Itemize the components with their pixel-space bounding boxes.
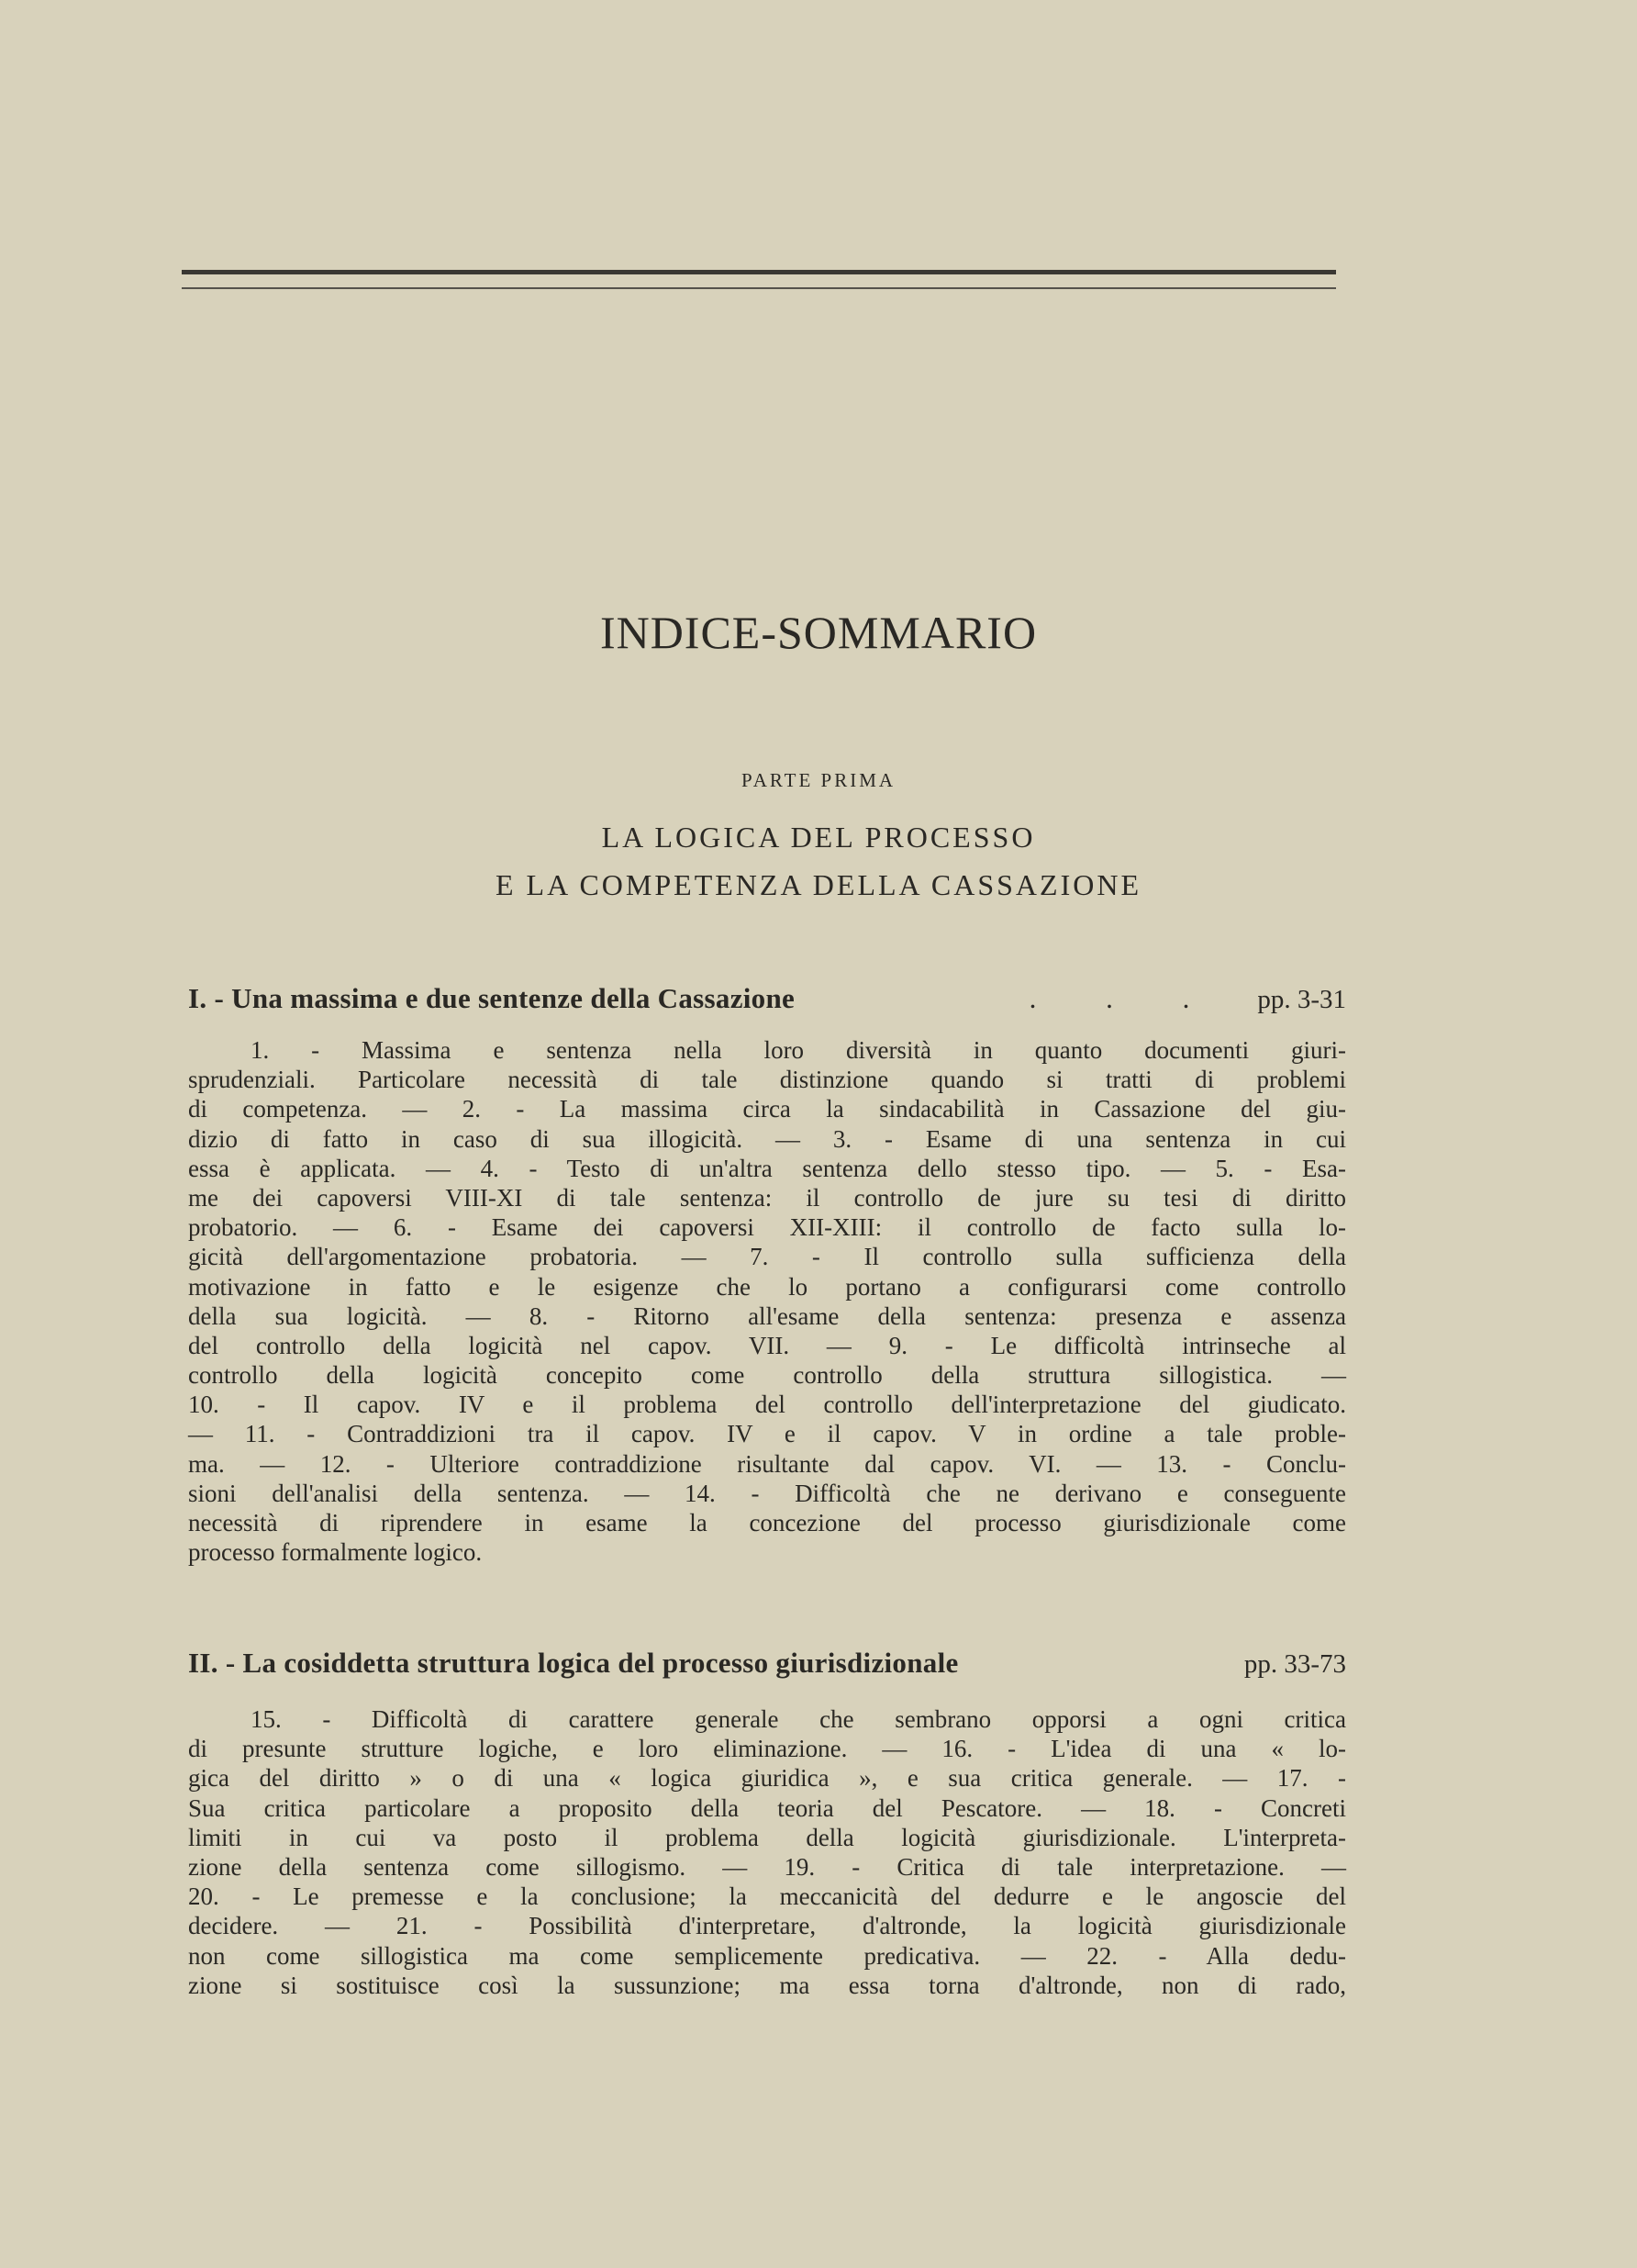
section-summary-1 — [188, 1035, 1346, 1567]
text-line: controllo della logicità concepito come controllo della struttura sillogistica. — — [188, 1361, 1346, 1390]
page-title: INDICE-SOMMARIO — [599, 607, 1038, 658]
text-line: motivazione in fatto e le esigenze che lo portano a configurarsi come controllo — [188, 1272, 1346, 1301]
section-summary-2 — [188, 1704, 1346, 2000]
part-heading-line-2: E LA COMPETENZA DELLA CASSAZIONE — [496, 868, 1141, 901]
text-line: gica del diritto » o di una « logica giuridica », e sua critica generale. — 17. - — [188, 1764, 1346, 1793]
text-line: non come sillogistica ma come semplicemente predicativa. — 22. - Alla dedu- — [188, 1941, 1346, 1970]
text-line: dizio di fatto in caso di sua illogicità. — 3. - Esame di una sentenza in cui — [188, 1124, 1346, 1153]
text-line: gicità dell'argomentazione probatoria. — 7. - Il controllo sulla sufficienza della — [188, 1243, 1346, 1271]
section-pages: pp. 33-73 — [1243, 1649, 1346, 1679]
text-line: di presunte strutture logiche, e loro eliminazione. — 16. - L'idea di una « lo- — [188, 1735, 1346, 1763]
part-heading-line-1: LA LOGICA DEL PROCESSO — [601, 821, 1036, 854]
text-line: essa è applicata. — 4. - Testo di un'altra sentenza dello stesso tipo. — 5. - Esa- — [188, 1154, 1346, 1182]
text-line: sioni dell'analisi della sentenza. — 14. - Difficoltà che ne derivano e conseguente — [188, 1479, 1346, 1507]
text-line: decidere. — 21. - Possibilità d'interpretare, d'altronde, la logicità giurisdizionale — [188, 1912, 1346, 1940]
text-line: 1. - Massima e sentenza nella loro diversità in quanto documenti giuri- — [251, 1036, 1346, 1064]
part-label: PARTE PRIMA — [741, 769, 896, 791]
section-heading-2 — [188, 1647, 1346, 1680]
section-pages: pp. 3-31 — [1257, 985, 1346, 1014]
text-line: necessità di riprendere in esame la concezione del processo giurisdizionale come — [188, 1509, 1346, 1536]
text-line: — 11. - Contraddizioni tra il capov. IV e il capov. V in ordine a tale proble- — [188, 1420, 1346, 1448]
text-line: della sua logicità. — 8. - Ritorno all'esame della sentenza: presenza e assenza — [188, 1302, 1346, 1330]
text-line: del controllo della logicità nel capov. VII. — 9. - Le difficoltà intrinseche al — [188, 1331, 1346, 1359]
text-line: 15. - Difficoltà di carattere generale che sembrano opporsi a ogni critica — [251, 1705, 1346, 1733]
text-line: limiti in cui va posto il problema della logicità giurisdizionale. L'interpreta- — [188, 1823, 1346, 1851]
text-line: 20. - Le premesse e la conclusione; la meccanicità del dedurre e le angoscie del — [188, 1883, 1346, 1911]
text-line: Sua critica particolare a proposito della teoria del Pescatore. — 18. - Concreti — [188, 1793, 1346, 1822]
top-rule-thin — [182, 287, 1336, 289]
text-line: probatorio. — 6. - Esame dei capoversi XII-XIII: il controllo de facto sulla lo- — [188, 1213, 1346, 1242]
section-title: I. - Una massima e due sentenze della Cassazione — [188, 982, 796, 1014]
dot-leader: . . . — [1029, 982, 1221, 1014]
top-rule-thick — [182, 270, 1336, 274]
text-line: processo formalmente logico. — [188, 1538, 483, 1567]
text-line: me dei capoversi VIII-XI di tale sentenza: il controllo de jure su tesi di diritto — [188, 1183, 1346, 1212]
text-line: zione si sostituisce così la sussunzione; ma essa torna d'altronde, non di rado, — [188, 1971, 1346, 1999]
text-line: di competenza. — 2. - La massima circa la sindacabilità in Cassazione del giu- — [188, 1095, 1346, 1123]
text-line: zione della sentenza come sillogismo. — 19. - Critica di tale interpretazione. — — [188, 1852, 1346, 1881]
text-line: ma. — 12. - Ulteriore contraddizione risultante dal capov. VI. — 13. - Conclu- — [188, 1449, 1346, 1478]
text-line: 10. - Il capov. IV e il problema del controllo dell'interpretazione del giudicato. — [188, 1391, 1346, 1419]
section-title: II. - La cosiddetta struttura logica del processo giurisdizionale — [188, 1647, 959, 1679]
text-line: sprudenziali. Particolare necessità di tale distinzione quando si tratti di problemi — [188, 1066, 1346, 1094]
section-heading-1 — [188, 982, 1346, 1015]
